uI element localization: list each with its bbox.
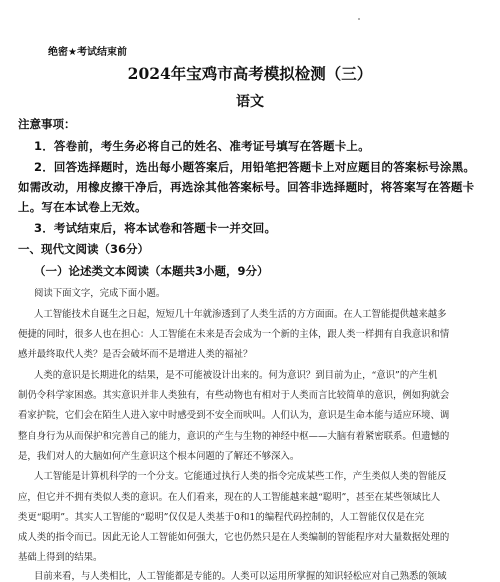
subsection-heading: （一）论述类文本阅读（本题共3小题，9分） xyxy=(34,264,269,278)
passage-line: 整自身行为从而保护和完善自己的能力，意识的产生与生物的神经中枢——大脑有着紧密联系。但遗憾的 xyxy=(18,431,450,442)
passage-line: 成人类的指令而已。因此无论人工智能如何强大，它也仍然只是在人类编制的智能程序对大量数据处理的 xyxy=(18,532,450,543)
speck-mark xyxy=(358,18,360,20)
passage-line: 看家护院，它们会在陌生人进入家中时感受到不安全而吠叫。人们认为，意识是生命本能与适应环境、调 xyxy=(18,410,450,421)
notice-line: 3．考试结束后，将本试卷和答题卡一并交回。 xyxy=(34,221,277,235)
passage-line: 人工智能技术自诞生之日起，短短几十年就渗透到了人类生活的方方面面。在人工智能提供越来越多 xyxy=(34,309,447,320)
passage-line: 应，但它并不拥有类似人类的意识。在人们看来，现在的人工智能越来越“聪明”，甚至在某些领域比人 xyxy=(18,492,441,503)
passage-line: 是，我们对人的大脑如何产生意识这个根本问题的了解还不够深入。 xyxy=(18,451,300,462)
notice-line: 1．答卷前，考生务必将自己的姓名、准考证号填写在答题卡上。 xyxy=(34,139,370,153)
passage-line: 便捷的同时，很多人也在担心：人工智能在未来是否会成为一个新的主体，跟人类一样拥有自我意识和情 xyxy=(18,329,450,340)
exam-title: 2024年宝鸡市高考模拟检测（三） xyxy=(127,64,373,83)
notice-line: 如需改动，用橡皮擦干净后，再选涂其他答案标号。回答非选择题时，将答案写在答题卡 xyxy=(18,180,475,194)
confidential-label: 绝密★考试结束前 xyxy=(48,47,127,58)
passage-line: 制仍令科学家困惑。其实意识并非人类独有，有些动物也有相对于人类而言比较简单的意识，例如狗就会 xyxy=(18,390,450,401)
passage-line: 目前来看，与人类相比，人工智能都是专能的。人类可以运用所掌握的知识轻松应对自己熟悉的领域 xyxy=(34,571,447,582)
notice-line: 2．回答选择题时，选出每小题答案后，用铅笔把答题卡上对应题目的答案标号涂黑。 xyxy=(34,160,476,174)
passage-line: 人类的意识是长期进化的结果，是不可能被设计出来的。何为意识？到目前为止，“意识”的产生机 xyxy=(34,370,438,381)
notice-heading: 注意事项： xyxy=(18,117,76,131)
passage-line: 类更“聪明”。其实人工智能的“聪明”仅仅是人类基于0和1的编程代码控制的，人工智能仅仅是在完 xyxy=(18,512,425,523)
section-heading: 一、现代文阅读（36分） xyxy=(18,242,150,256)
passage-line: 人工智能是计算机科学的一个分支。它能通过执行人类的指令完成某些工作，产生类似人类的智能反 xyxy=(34,471,447,482)
passage-line: 阅读下面文字，完成下面小题。 xyxy=(34,288,166,299)
subject-title: 语文 xyxy=(236,94,264,110)
notice-line: 上。写在本试卷上无效。 xyxy=(18,200,147,214)
passage-line: 基础上得到的结果。 xyxy=(18,552,103,563)
passage-line: 感并最终取代人类？是否会破坏而不是增进人类的福祉？ xyxy=(18,349,253,360)
